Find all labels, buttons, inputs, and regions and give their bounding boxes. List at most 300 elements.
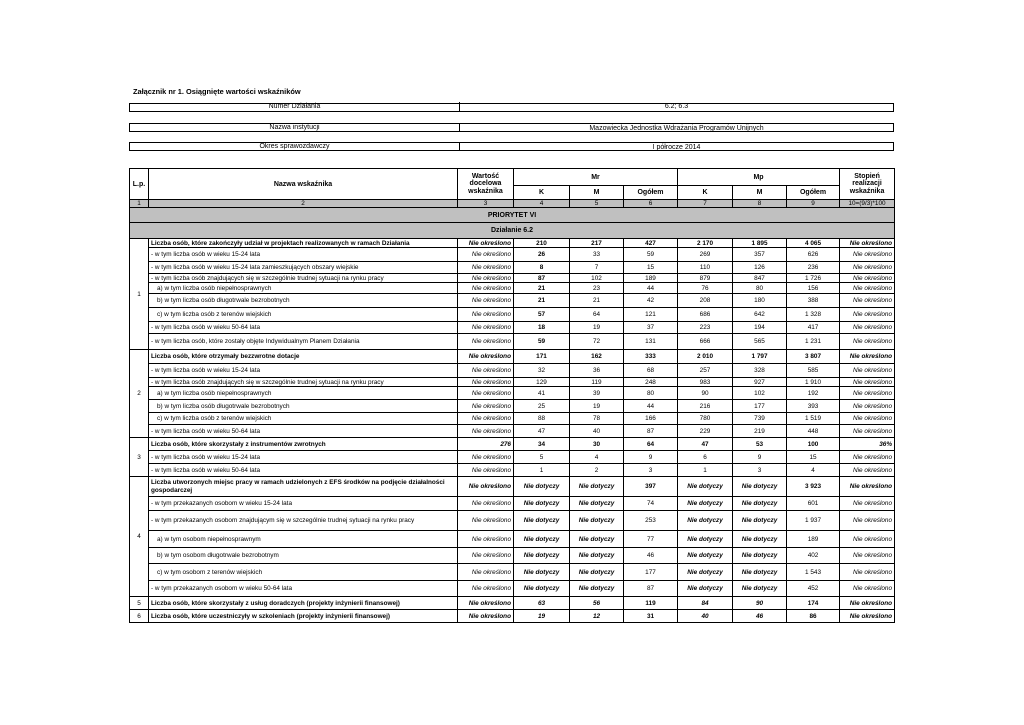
mp-total-value: 1 937 [787,511,840,531]
mr-total-value: 177 [624,564,678,581]
header-mr: Mr [514,169,678,186]
indicator-sub-row [130,378,895,387]
mp-total-value: 15 [787,451,840,464]
mr-k-value: 210 [514,239,570,248]
target-value: Nie określono [458,387,514,400]
indicator-sub-row [130,548,895,564]
indicator-name: - w tym liczba osób znajdujących się w szczególnie trudnej sytuacji na rynku pracy [149,378,458,387]
mp-k-value: 257 [678,364,733,378]
mp-m-value: 739 [733,413,787,425]
realization-rate: Nie określono [840,239,895,248]
row-number: 2 [130,350,149,438]
mp-total-value: 3 923 [787,477,840,497]
mp-k-value: 780 [678,413,733,425]
mp-m-value: 53 [733,438,787,451]
mp-total-value: 585 [787,364,840,378]
mp-m-value: Nie dotyczy [733,531,787,548]
indicator-sub-row [130,511,895,531]
indicator-sub-row [130,413,895,425]
indicator-name: c) w tym liczba osób z terenów wiejskich [149,308,458,322]
mp-total-value: 626 [787,248,840,262]
mp-total-value: 388 [787,294,840,308]
mp-k-value: 2 170 [678,239,733,248]
target-value: Nie określono [458,597,514,610]
realization-rate: Nie określono [840,464,895,477]
mr-m-value: 21 [570,294,624,308]
measure-label: Działanie 6.2 [130,223,895,239]
mr-total-value: 248 [624,378,678,387]
realization-rate: Nie określono [840,497,895,511]
target-value: Nie określono [458,425,514,438]
mr-m-value: Nie dotyczy [570,548,624,564]
mp-m-value: 102 [733,387,787,400]
mp-total-value: 1 726 [787,274,840,283]
mr-m-value: 7 [570,262,624,274]
column-number: 6 [624,200,678,208]
mp-m-value: 9 [733,451,787,464]
mr-total-value: 131 [624,334,678,350]
mp-total-value: 1 910 [787,378,840,387]
mp-m-value: 194 [733,322,787,334]
target-value: Nie określono [458,610,514,623]
indicator-sub-row [130,400,895,413]
mp-m-value: 927 [733,378,787,387]
mr-total-value: 37 [624,322,678,334]
mp-k-value: 1 [678,464,733,477]
mr-k-value: 59 [514,334,570,350]
target-value: Nie określono [458,564,514,581]
realization-rate: Nie określono [840,334,895,350]
mr-total-value: 253 [624,511,678,531]
mp-m-value: Nie dotyczy [733,497,787,511]
priority-row [130,208,895,223]
mr-m-value: Nie dotyczy [570,531,624,548]
target-value: Nie określono [458,464,514,477]
mp-k-value: 983 [678,378,733,387]
indicator-sub-row [130,334,895,350]
mp-k-value: Nie dotyczy [678,477,733,497]
mp-total-value: 156 [787,283,840,294]
mp-m-value: 1 797 [733,350,787,364]
mp-total-value: 100 [787,438,840,451]
mp-m-value: Nie dotyczy [733,477,787,497]
mp-k-value: Nie dotyczy [678,581,733,597]
column-number: 5 [570,200,624,208]
mr-k-value: 25 [514,400,570,413]
header-row [130,169,895,186]
mp-m-value: Nie dotyczy [733,581,787,597]
indicator-name: - w tym liczba osób w wieku 50-64 lata [149,425,458,438]
mr-k-value: Nie dotyczy [514,564,570,581]
realization-rate: Nie określono [840,610,895,623]
info-row-reporting-period [129,142,894,151]
mp-total-value: 393 [787,400,840,413]
mr-k-value: 129 [514,378,570,387]
mr-m-value: 64 [570,308,624,322]
indicator-sub-row [130,451,895,464]
target-value: Nie określono [458,531,514,548]
indicator-main-row [130,350,895,364]
row-number: 6 [130,610,149,623]
indicator-name: - w tym liczba osób w wieku 15-24 lata [149,248,458,262]
header-target-value: Wartość docelowa wskaźnika [458,169,514,200]
realization-rate: Nie określono [840,564,895,581]
mr-m-value: 39 [570,387,624,400]
target-value: Nie określono [458,400,514,413]
mr-total-value: 397 [624,477,678,497]
mp-m-value: Nie dotyczy [733,564,787,581]
mr-m-value: 2 [570,464,624,477]
indicator-sub-row [130,322,895,334]
header-mp-m: M [733,186,787,200]
mp-total-value: 402 [787,548,840,564]
realization-rate: Nie określono [840,387,895,400]
mp-m-value: 90 [733,597,787,610]
mr-total-value: 44 [624,283,678,294]
column-number: 10=(9/3)*100 [840,200,895,208]
indicator-sub-row [130,274,895,283]
indicator-sub-row [130,283,895,294]
indicator-sub-row [130,425,895,438]
target-value: Nie określono [458,308,514,322]
mr-m-value: 217 [570,239,624,248]
mp-total-value: 86 [787,610,840,623]
indicators-table [129,168,895,623]
mp-k-value: 47 [678,438,733,451]
mp-total-value: 4 [787,464,840,477]
measure-row [130,223,895,239]
mp-k-value: 223 [678,322,733,334]
target-value: Nie określono [458,350,514,364]
target-value: Nie określono [458,451,514,464]
mr-k-value: 18 [514,322,570,334]
indicator-name: a) w tym liczba osób niepełnosprawnych [149,283,458,294]
mr-k-value: Nie dotyczy [514,531,570,548]
indicator-name: b) w tym liczba osób długotrwale bezrobotnych [149,400,458,413]
column-number: 9 [787,200,840,208]
mp-total-value: 1 519 [787,413,840,425]
indicator-name: - w tym liczba osób w wieku 15-24 lata zamieszkujących obszary wiejskie [149,262,458,274]
indicator-sub-row [130,497,895,511]
realization-rate: Nie określono [840,294,895,308]
realization-rate: Nie określono [840,364,895,378]
indicator-name: Liczba osób, które uczestniczyły w szkoleniach (projekty inżynierii finansowej) [149,610,458,623]
row-number: 3 [130,438,149,477]
row-number: 5 [130,597,149,610]
mr-m-value: Nie dotyczy [570,581,624,597]
mp-k-value: 686 [678,308,733,322]
target-value: Nie określono [458,413,514,425]
realization-rate: Nie określono [840,274,895,283]
info-label: Okres sprawozdawczy [130,143,460,150]
realization-rate: Nie określono [840,597,895,610]
mp-total-value: 1 231 [787,334,840,350]
mr-total-value: 189 [624,274,678,283]
realization-rate: Nie określono [840,262,895,274]
mr-m-value: 30 [570,438,624,451]
mr-total-value: 9 [624,451,678,464]
indicator-name: - w tym liczba osób w wieku 50-64 lata [149,322,458,334]
mr-total-value: 166 [624,413,678,425]
target-value: Nie określono [458,497,514,511]
mp-total-value: 3 807 [787,350,840,364]
indicator-name: Liczba osób, które skorzystały z usług doradczych (projekty inżynierii finansowej) [149,597,458,610]
indicator-main-row [130,597,895,610]
indicator-name: b) w tym liczba osób długotrwale bezrobotnych [149,294,458,308]
mr-total-value: 333 [624,350,678,364]
column-number: 4 [514,200,570,208]
header-mr-total: Ogółem [624,186,678,200]
realization-rate: Nie określono [840,248,895,262]
info-label: Nazwa instytucji [130,124,460,131]
mp-k-value: 110 [678,262,733,274]
target-value: Nie określono [458,334,514,350]
mr-total-value: 59 [624,248,678,262]
mr-m-value: 56 [570,597,624,610]
indicator-sub-row [130,531,895,548]
mp-m-value: Nie dotyczy [733,511,787,531]
mr-total-value: 74 [624,497,678,511]
mp-k-value: 40 [678,610,733,623]
mr-k-value: 32 [514,364,570,378]
target-value: Nie określono [458,283,514,294]
realization-rate: Nie określono [840,378,895,387]
mr-total-value: 44 [624,400,678,413]
info-row-measure-number [129,103,894,112]
target-value: Nie określono [458,477,514,497]
mr-m-value: 119 [570,378,624,387]
mp-total-value: 174 [787,597,840,610]
target-value: Nie określono [458,322,514,334]
mr-k-value: 41 [514,387,570,400]
mr-k-value: 26 [514,248,570,262]
indicator-sub-row [130,262,895,274]
mr-m-value: 23 [570,283,624,294]
mp-k-value: Nie dotyczy [678,548,733,564]
target-value: Nie określono [458,581,514,597]
mr-k-value: Nie dotyczy [514,477,570,497]
mp-k-value: 208 [678,294,733,308]
realization-rate: Nie określono [840,451,895,464]
target-value: Nie określono [458,511,514,531]
info-value: Mazowiecka Jednostka Wdrażania Programów Unijnych [589,125,764,132]
mp-k-value: 879 [678,274,733,283]
indicator-name: - w tym liczba osób w wieku 15-24 lata [149,364,458,378]
mp-m-value: 357 [733,248,787,262]
indicator-name: Liczba osób, które zakończyły udział w projektach realizowanych w ramach Działania [149,239,458,248]
mp-m-value: 328 [733,364,787,378]
mp-k-value: Nie dotyczy [678,511,733,531]
mp-m-value: 180 [733,294,787,308]
mr-k-value: 57 [514,308,570,322]
indicator-name: - w tym liczba osób, które zostały objęte Indywidualnym Planem Działania [149,334,458,350]
mp-k-value: 6 [678,451,733,464]
mp-k-value: 90 [678,387,733,400]
mp-k-value: 76 [678,283,733,294]
mp-total-value: 189 [787,531,840,548]
mr-k-value: Nie dotyczy [514,548,570,564]
target-value: Nie określono [458,364,514,378]
page-title: Załącznik nr 1. Osiągnięte wartości wskaźników [133,87,301,96]
mr-k-value: 5 [514,451,570,464]
indicator-sub-row [130,581,895,597]
realization-rate: Nie określono [840,413,895,425]
mr-k-value: Nie dotyczy [514,581,570,597]
mp-total-value: 4 065 [787,239,840,248]
mr-k-value: Nie dotyczy [514,511,570,531]
target-value: Nie określono [458,239,514,248]
mr-m-value: 102 [570,274,624,283]
column-number: 1 [130,200,149,208]
row-number: 4 [130,477,149,597]
mr-total-value: 15 [624,262,678,274]
column-number: 3 [458,200,514,208]
mr-m-value: 162 [570,350,624,364]
mr-m-value: 72 [570,334,624,350]
target-value: Nie określono [458,294,514,308]
mp-m-value: 177 [733,400,787,413]
indicator-name: a) w tym liczba osób niepełnosprawnych [149,387,458,400]
mr-k-value: Nie dotyczy [514,497,570,511]
indicator-main-row [130,610,895,623]
indicator-name: Liczba utworzonych miejsc pracy w ramach udzielonych z EFS środków na podjęcie działalności gospodarczej [149,477,458,497]
mr-m-value: 4 [570,451,624,464]
mr-m-value: 19 [570,322,624,334]
mr-k-value: 87 [514,274,570,283]
mr-total-value: 80 [624,387,678,400]
info-value: I półrocze 2014 [652,144,701,151]
column-numbering-row [130,200,895,208]
column-number: 8 [733,200,787,208]
mp-k-value: 84 [678,597,733,610]
mr-m-value: Nie dotyczy [570,497,624,511]
indicator-name: c) w tym osobom z terenów wiejskich [149,564,458,581]
mr-k-value: 171 [514,350,570,364]
target-value: Nie określono [458,248,514,262]
indicator-name: - w tym przekazanych osobom w wieku 50-64 lata [149,581,458,597]
indicator-name: c) w tym liczba osób z terenów wiejskich [149,413,458,425]
mp-total-value: 448 [787,425,840,438]
mr-total-value: 121 [624,308,678,322]
realization-rate: Nie określono [840,322,895,334]
indicator-name: - w tym przekazanych osobom znajdującym się w szczególnie trudnej sytuacji na rynku pracy [149,511,458,531]
header-lp: L.p. [130,169,149,200]
mr-total-value: 31 [624,610,678,623]
mr-m-value: 12 [570,610,624,623]
realization-rate: Nie określono [840,425,895,438]
mr-k-value: 21 [514,283,570,294]
row-number: 1 [130,239,149,350]
mr-total-value: 77 [624,531,678,548]
mp-m-value: 1 895 [733,239,787,248]
mp-k-value: 216 [678,400,733,413]
column-number: 2 [149,200,458,208]
info-label: Numer Działania [130,102,460,111]
mr-total-value: 3 [624,464,678,477]
header-mp-k: K [678,186,733,200]
mp-total-value: 1 328 [787,308,840,322]
mp-total-value: 601 [787,497,840,511]
indicator-main-row [130,239,895,248]
mp-m-value: 80 [733,283,787,294]
mr-k-value: 34 [514,438,570,451]
indicator-name: - w tym przekazanych osobom w wieku 15-24 lata [149,497,458,511]
mr-k-value: 47 [514,425,570,438]
mr-m-value: 33 [570,248,624,262]
header-mp: Mp [678,169,840,186]
realization-rate: Nie określono [840,308,895,322]
mp-total-value: 417 [787,322,840,334]
header-mr-k: K [514,186,570,200]
info-row-institution [129,123,894,132]
mr-total-value: 64 [624,438,678,451]
mp-total-value: 1 543 [787,564,840,581]
mr-total-value: 42 [624,294,678,308]
indicator-name: b) w tym osobom długotrwale bezrobotnym [149,548,458,564]
mr-k-value: 19 [514,610,570,623]
mp-m-value: 642 [733,308,787,322]
realization-rate: Nie określono [840,477,895,497]
mr-total-value: 427 [624,239,678,248]
realization-rate: Nie określono [840,531,895,548]
realization-rate: Nie określono [840,581,895,597]
header-indicator-name: Nazwa wskaźnika [149,169,458,200]
mr-m-value: 36 [570,364,624,378]
mr-m-value: Nie dotyczy [570,477,624,497]
mp-m-value: 847 [733,274,787,283]
mr-total-value: 68 [624,364,678,378]
indicator-sub-row [130,464,895,477]
mp-k-value: Nie dotyczy [678,497,733,511]
mr-k-value: 21 [514,294,570,308]
indicator-sub-row [130,294,895,308]
header-mr-m: M [570,186,624,200]
indicator-main-row [130,438,895,451]
mr-k-value: 63 [514,597,570,610]
mr-m-value: 19 [570,400,624,413]
realization-rate: Nie określono [840,511,895,531]
target-value: Nie określono [458,378,514,387]
mp-m-value: Nie dotyczy [733,548,787,564]
mp-m-value: 3 [733,464,787,477]
mr-k-value: 8 [514,262,570,274]
priority-label: PRIORYTET VI [130,208,895,223]
target-value: 276 [458,438,514,451]
header-realization-rate: Stopień realizacji wskaźnika [840,169,895,200]
mp-m-value: 126 [733,262,787,274]
indicator-sub-row [130,364,895,378]
mr-total-value: 87 [624,425,678,438]
mp-total-value: 452 [787,581,840,597]
indicator-name: Liczba osób, które skorzystały z instrumentów zwrotnych [149,438,458,451]
mp-k-value: Nie dotyczy [678,531,733,548]
indicator-sub-row [130,248,895,262]
indicator-name: Liczba osób, które otrzymały bezzwrotne dotacje [149,350,458,364]
mp-k-value: 229 [678,425,733,438]
indicator-sub-row [130,308,895,322]
info-value: 6.2; 6.3 [664,103,689,110]
mp-total-value: 236 [787,262,840,274]
indicator-name: a) w tym osobom niepełnosprawnym [149,531,458,548]
mp-m-value: 219 [733,425,787,438]
mr-m-value: 78 [570,413,624,425]
mp-k-value: 666 [678,334,733,350]
indicator-main-row [130,477,895,497]
target-value: Nie określono [458,262,514,274]
mp-k-value: 2 010 [678,350,733,364]
mr-k-value: 88 [514,413,570,425]
mr-total-value: 87 [624,581,678,597]
